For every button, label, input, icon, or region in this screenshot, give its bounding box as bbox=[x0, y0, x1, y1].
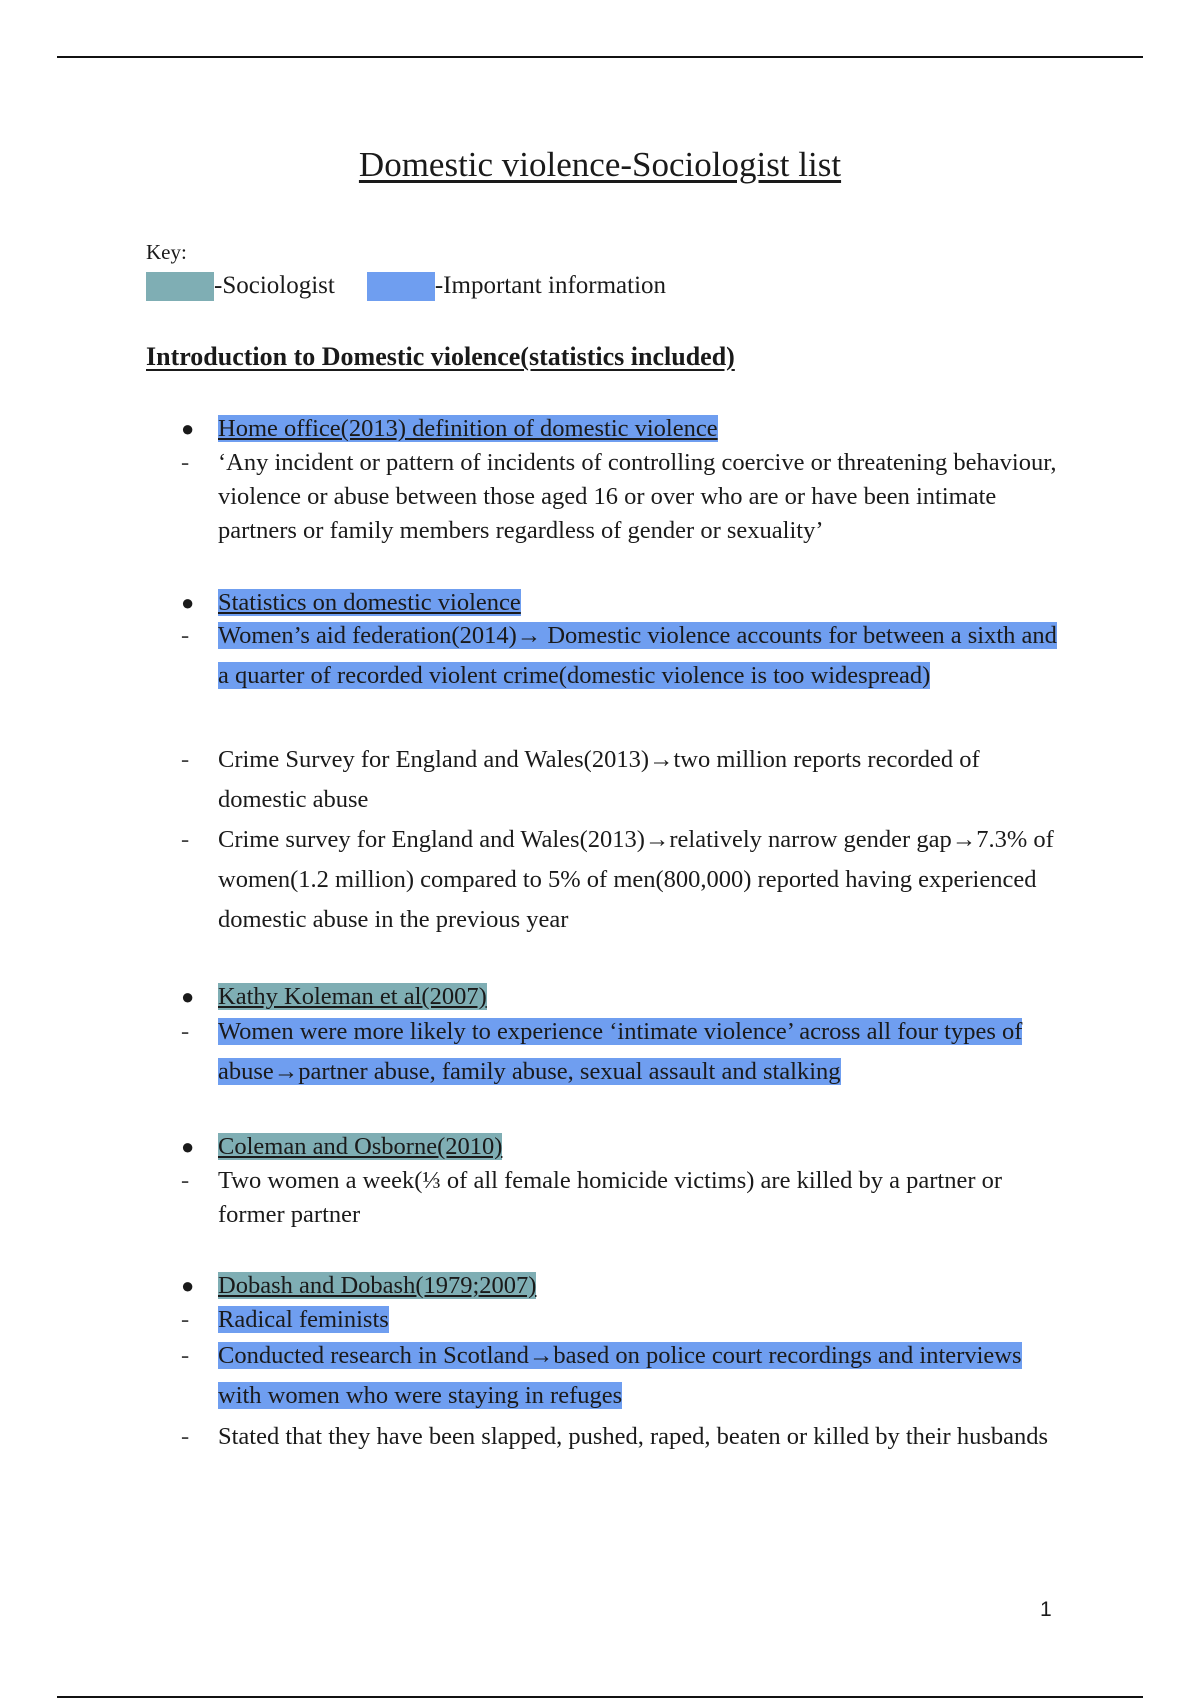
entry-heading-koleman: Kathy Koleman et al(2007) bbox=[218, 983, 487, 1010]
list-item bbox=[181, 616, 1061, 696]
finding-text: Stated that they have been slapped, pushed, raped, beaten or killed by their husbands bbox=[218, 1423, 1049, 1450]
page-number: 1 bbox=[1040, 1598, 1052, 1621]
list-item bbox=[181, 1130, 1061, 1164]
list-item bbox=[181, 1269, 1061, 1303]
bullet-icon: ● bbox=[181, 416, 195, 441]
statistic-text: Crime Survey for England and Wales(2013)→two million reports recorded of domestic abuse bbox=[218, 746, 980, 813]
entry-heading-statistics: Statistics on domestic violence bbox=[218, 589, 521, 616]
page-title: Domestic violence-Sociologist list bbox=[358, 145, 842, 184]
bullet-icon: ● bbox=[181, 590, 195, 615]
list-item bbox=[181, 820, 1061, 940]
dash-icon: - bbox=[181, 746, 190, 773]
key-label: Key: bbox=[146, 240, 187, 264]
dash-icon: - bbox=[181, 449, 190, 476]
dash-icon: - bbox=[181, 1423, 190, 1450]
entry-heading-coleman: Coleman and Osborne(2010) bbox=[218, 1133, 503, 1160]
finding-text: Two women a week(⅓ of all female homicide victims) are killed by a partner or former partner bbox=[218, 1167, 1003, 1228]
important-swatch bbox=[367, 272, 435, 301]
section-heading: Introduction to Domestic violence(statistics included) bbox=[146, 342, 735, 371]
entry-heading-dobash: Dobash and Dobash(1979;2007) bbox=[218, 1272, 537, 1299]
finding-text: Women were more likely to experience ‘intimate violence’ across all four types of abuse→partner abuse, family abuse, sexual assault and stalking bbox=[218, 1018, 1023, 1085]
list-item bbox=[181, 1336, 1061, 1416]
dash-icon: - bbox=[181, 1018, 190, 1045]
list-item bbox=[181, 1012, 1061, 1092]
list-item bbox=[181, 412, 1061, 446]
bullet-icon: ● bbox=[181, 1273, 195, 1298]
dash-icon: - bbox=[181, 1167, 190, 1194]
list-item bbox=[181, 586, 1061, 620]
sociologist-key-label: -Sociologist bbox=[214, 272, 335, 299]
statistic-text: Women’s aid federation(2014)→ Domestic violence accounts for between a sixth and a quarter of recorded violent crime(domestic violence is too widespread) bbox=[218, 622, 1057, 689]
list-item bbox=[181, 446, 1061, 548]
dash-icon: - bbox=[181, 826, 190, 853]
finding-text: Radical feminists bbox=[218, 1306, 389, 1333]
key-legend bbox=[146, 271, 666, 301]
entry-heading-home-office: Home office(2013) definition of domestic violence bbox=[218, 415, 718, 442]
finding-text: Conducted research in Scotland→based on police court recordings and interviews with women who were staying in refuges bbox=[218, 1342, 1022, 1409]
bullet-icon: ● bbox=[181, 1134, 195, 1159]
sociologist-swatch bbox=[146, 272, 214, 301]
important-key-label: -Important information bbox=[434, 272, 667, 299]
bottom-rule bbox=[57, 1696, 1143, 1698]
top-rule bbox=[57, 56, 1143, 58]
bullet-icon: ● bbox=[181, 984, 195, 1009]
list-item bbox=[181, 1303, 1061, 1337]
dash-icon: - bbox=[181, 622, 190, 649]
statistic-text: Crime survey for England and Wales(2013)→relatively narrow gender gap→7.3% of women(1.2 million) compared to 5% of men(800,000) reported having experienced domestic abuse in the previous year bbox=[218, 826, 1054, 933]
list-item bbox=[181, 740, 1061, 820]
list-item bbox=[181, 1164, 1061, 1232]
dash-icon: - bbox=[181, 1306, 190, 1333]
definition-text: ‘Any incident or pattern of incidents of controlling coercive or threatening behaviour, violence or abuse between those aged 16 or over who are or have been intimate partners or family members regardless of gender or sexuality’ bbox=[218, 449, 1057, 544]
list-item bbox=[181, 980, 1061, 1014]
dash-icon: - bbox=[181, 1342, 190, 1369]
list-item bbox=[181, 1420, 1061, 1454]
